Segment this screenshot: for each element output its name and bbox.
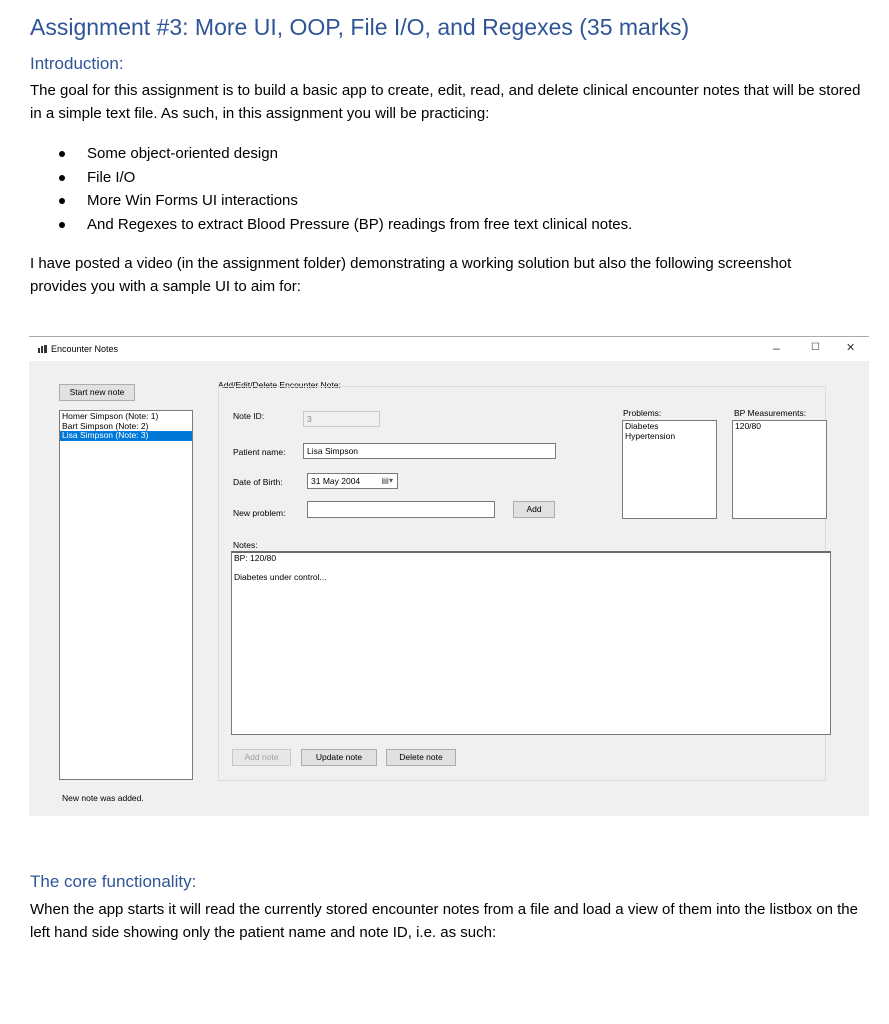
list-item[interactable]: Bart Simpson (Note: 2) [62, 420, 149, 431]
notes-label: Notes: [233, 540, 258, 550]
list-item: More Win Forms UI interactions [55, 189, 632, 213]
maximize-icon[interactable]: ☐ [811, 342, 820, 353]
dob-value: 31 May 2004 [311, 476, 361, 486]
close-icon[interactable]: ✕ [846, 342, 856, 354]
app-window-screenshot [29, 336, 869, 816]
video-paragraph: I have posted a video (in the assignment folder) demonstrating a working solution but also the following screenshot provides you with a sample UI to aim for: [30, 255, 792, 295]
bullet-icon [59, 175, 65, 181]
bullet-icon [59, 198, 65, 204]
list-item[interactable]: 120/80 [735, 421, 761, 431]
new-problem-input[interactable] [307, 501, 495, 518]
bp-listbox[interactable] [732, 420, 827, 519]
window-titlebar [29, 337, 869, 361]
app-icon [38, 345, 47, 353]
practice-list [55, 142, 632, 236]
intro-paragraph: The goal for this assignment is to build a basic app to create, edit, read, and delete clinical encounter notes that will be stored in a simple text file. As such, in this assignment you will be practicing: [30, 82, 861, 122]
patient-name-label: Patient name: [233, 447, 286, 457]
add-note-button[interactable]: Add note [232, 749, 291, 766]
list-item: File I/O [55, 166, 632, 190]
bullet-icon [59, 151, 65, 157]
update-note-button[interactable]: Update note [301, 749, 377, 766]
delete-note-button[interactable]: Delete note [386, 749, 456, 766]
bullet-icon [59, 222, 65, 228]
note-id-label: Note ID: [233, 411, 265, 421]
intro-heading: Introduction: [30, 54, 124, 73]
notes-line: Diabetes under control... [234, 572, 327, 582]
add-problem-button[interactable]: Add [513, 501, 555, 518]
core-paragraph: When the app starts it will read the currently stored encounter notes from a file and load a view of them into the listbox on the left hand side showing only the patient name and note ID, i.e. as such: [30, 901, 858, 941]
status-text: New note was added. [62, 793, 144, 803]
list-item: And Regexes to extract Blood Pressure (BP) readings from free text clinical notes. [55, 213, 632, 237]
window-title: Encounter Notes [51, 344, 119, 354]
new-problem-label: New problem: [233, 508, 286, 518]
notes-textarea[interactable] [231, 551, 831, 735]
note-id-field: 3 [303, 411, 380, 427]
core-heading: The core functionality: [30, 872, 197, 891]
notes-line: BP: 120/80 [234, 553, 277, 563]
bp-label: BP Measurements: [734, 408, 807, 418]
list-item[interactable]: Diabetes [625, 421, 659, 431]
list-item: Some object-oriented design [55, 142, 632, 166]
start-new-note-button[interactable]: Start new note [59, 384, 135, 401]
minimize-icon[interactable]: – [773, 341, 780, 355]
calendar-dropdown-icon[interactable]: ▤▾ [381, 476, 393, 485]
note-listbox[interactable] [59, 410, 193, 780]
dob-picker[interactable] [307, 473, 398, 489]
group-label: Add/Edit/Delete Encounter Note: [218, 380, 341, 390]
list-item-selected[interactable]: Lisa Simpson (Note: 3) [60, 431, 192, 441]
problems-label: Problems: [623, 408, 662, 418]
list-item[interactable]: Hypertension [625, 430, 676, 441]
list-item[interactable]: Homer Simpson (Note: 1) [62, 411, 159, 421]
document-title: Assignment #3: More UI, OOP, File I/O, and Regexes (35 marks) [30, 14, 690, 40]
patient-name-field[interactable]: Lisa Simpson [303, 443, 556, 459]
problems-listbox[interactable] [622, 420, 717, 519]
dob-label: Date of Birth: [233, 477, 283, 487]
